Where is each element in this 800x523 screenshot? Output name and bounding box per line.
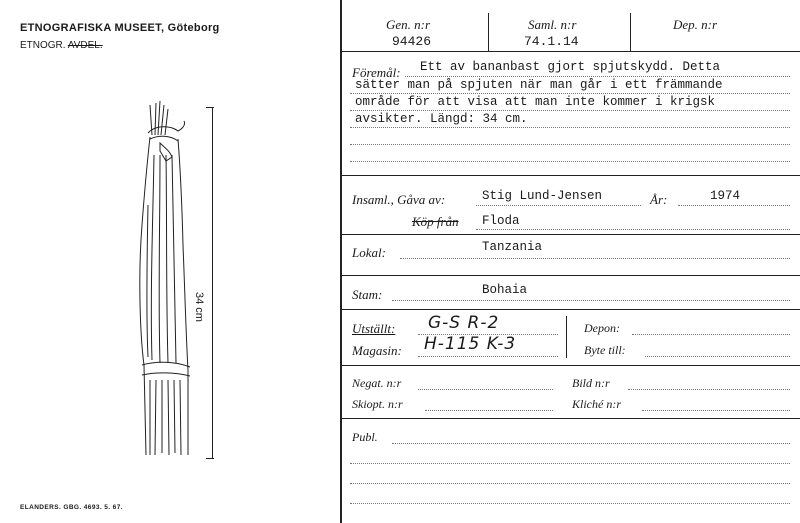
foremal-rule	[341, 175, 800, 176]
foremal-line-3: område för att visa att man inte kommer i krigsk	[355, 95, 716, 109]
publ-label: Publ.	[352, 430, 378, 444]
foremal-line-1: Ett av bananbast gjort spjutskydd. Detta	[420, 60, 721, 74]
measure-line	[212, 107, 213, 459]
foremal-line-4: avsikter. Längd: 34 cm.	[355, 112, 528, 126]
insaml-label: Insaml., Gåva av:	[352, 192, 446, 207]
gen-nr-label: Gen. n:r	[386, 17, 431, 32]
department-struck: AVDEL.	[67, 40, 103, 51]
spear-guard-drawing	[120, 95, 230, 475]
magasin-value: H-115 K-3	[424, 334, 517, 354]
museum-name: ETNOGRAFISKA MUSEET, Göteborg	[20, 22, 220, 34]
dep-nr-label: Dep. n:r	[673, 17, 718, 32]
skiopt-label: Skiopt. n:r	[352, 397, 403, 411]
measure-tick-bottom	[206, 458, 214, 459]
kop-struck: Köp från	[412, 214, 459, 229]
header-sep-2	[630, 13, 631, 51]
gen-nr-value: 94426	[392, 34, 432, 49]
photo-rule	[341, 418, 800, 419]
insaml-value: Stig Lund-Jensen	[482, 189, 603, 203]
stam-label: Stam:	[352, 287, 383, 302]
kop-value: Floda	[482, 214, 520, 228]
negat-label: Negat. n:r	[352, 376, 402, 390]
utstallt-label: Utställt:	[352, 321, 396, 336]
ar-value: 1974	[710, 189, 741, 203]
ar-label: År:	[650, 192, 668, 207]
utstallt-value: G-S R-2	[428, 313, 500, 333]
department-label	[20, 40, 103, 51]
stam-value: Bohaia	[482, 283, 528, 297]
department-prefix: ETNOGR.	[20, 40, 66, 51]
measure-tick-top	[206, 107, 214, 108]
header-rule	[341, 51, 800, 52]
storage-rule	[341, 365, 800, 366]
printer-imprint: ELANDERS. GBG. 4693. 5. 67.	[20, 504, 123, 511]
kop-label	[412, 214, 459, 230]
measure-label: 34 cm	[193, 292, 205, 322]
depon-label: Depon:	[584, 321, 620, 335]
header-sep-1	[488, 13, 489, 51]
cliche-label: Kliché n:r	[572, 397, 621, 411]
stam-rule	[341, 309, 800, 310]
magasin-label: Magasin:	[352, 343, 402, 358]
card-divider	[340, 0, 342, 523]
byte-label: Byte till:	[584, 343, 626, 357]
saml-nr-value: 74.1.14	[524, 34, 579, 49]
bild-label: Bild n:r	[572, 376, 610, 390]
insaml-rule	[341, 234, 800, 235]
saml-nr-label: Saml. n:r	[528, 17, 577, 32]
foremal-line-2: sätter man på spjuten när man går i ett främmande	[355, 78, 723, 92]
lokal-value: Tanzania	[482, 240, 543, 254]
lokal-label: Lokal:	[352, 245, 386, 260]
foremal-label: Föremål:	[352, 65, 401, 80]
storage-sep	[566, 316, 567, 358]
lokal-rule	[341, 275, 800, 276]
